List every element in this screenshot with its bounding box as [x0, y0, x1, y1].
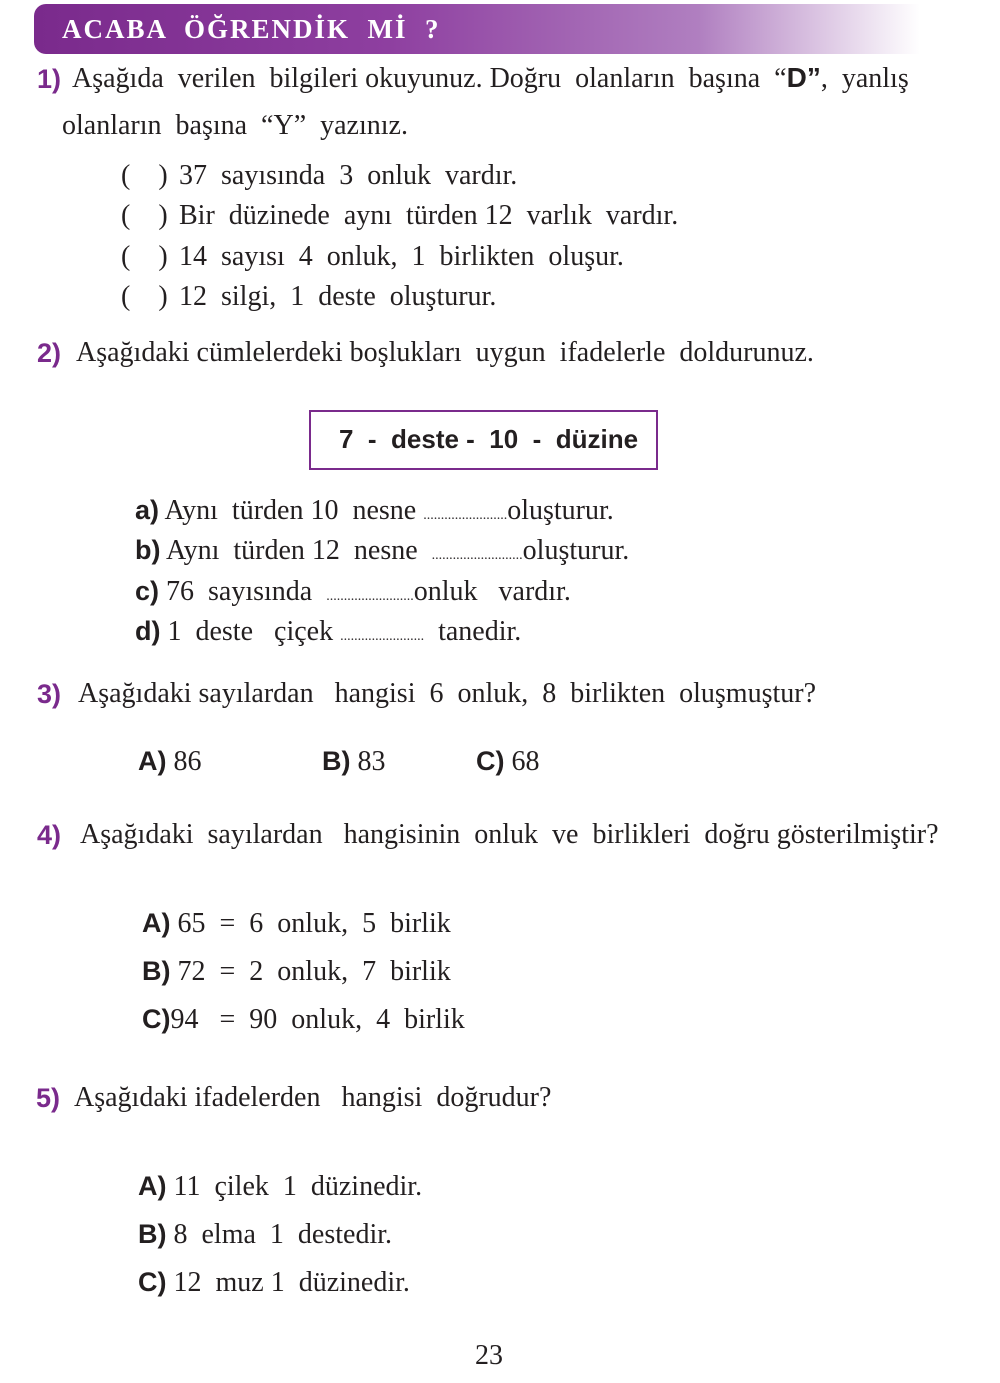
q5-option-a[interactable]: A) 11 çilek 1 düzinedir. [138, 1171, 423, 1202]
q4-option-b[interactable]: B) 72 = 2 onluk, 7 birlik [142, 956, 451, 987]
question-5-text: Aşağıdaki ifadelerden hangisi doğrudur? [74, 1082, 552, 1113]
answer-blank[interactable]: ( ) [121, 160, 168, 191]
question-4-number: 4) [37, 820, 62, 850]
q1-statement: ( ) 37 sayısında 3 onluk vardır. [121, 160, 518, 191]
q4-option-a[interactable]: A) 65 = 6 onluk, 5 birlik [142, 908, 451, 939]
fill-blank[interactable]: .......................... [431, 548, 523, 563]
q3-option-c[interactable]: C) 68 [476, 746, 540, 777]
answer-blank[interactable]: ( ) [121, 200, 168, 231]
question-1-text-line2: olanların başına “Y” yazınız. [62, 110, 408, 141]
page-title: ACABA ÖĞRENDİK Mİ ? [62, 14, 441, 44]
question-2-number: 2) [37, 338, 62, 368]
q5-option-c[interactable]: C) 12 muz 1 düzinedir. [138, 1267, 410, 1298]
q3-option-a[interactable]: A) 86 [138, 746, 202, 777]
answer-blank[interactable]: ( ) [121, 281, 168, 312]
word-bank-text: 7 - deste - 10 - düzine [339, 424, 639, 454]
fill-blank[interactable]: ........................ [423, 508, 508, 523]
q1-statement: ( ) Bir düzinede aynı türden 12 varlık vardır. [121, 200, 679, 231]
word-bank-box [309, 410, 658, 470]
question-1-number: 1) [37, 64, 62, 94]
q2-item: b) Aynı türden 12 nesne ..........................oluşturur. [135, 535, 630, 566]
q2-item: a) Aynı türden 10 nesne ........................oluşturur. [135, 495, 614, 526]
q2-item: c) 76 sayısında .........................onluk vardır. [135, 576, 571, 607]
q1-statement: ( ) 14 sayısı 4 onluk, 1 birlikten oluşur. [121, 241, 624, 272]
q5-option-b[interactable]: B) 8 elma 1 destedir. [138, 1219, 393, 1250]
fill-blank[interactable]: ........................ [340, 629, 425, 644]
q1-statement: ( ) 12 silgi, 1 deste oluşturur. [121, 281, 497, 312]
question-4-text: Aşağıdaki sayılardan hangisinin onluk ve birlikleri doğru gösterilmiştir? [80, 819, 939, 850]
q3-option-b[interactable]: B) 83 [322, 746, 386, 777]
q2-item: d) 1 deste çiçek ........................ tanedir. [135, 616, 522, 647]
fill-blank[interactable]: ......................... [326, 589, 414, 604]
question-3-number: 3) [37, 679, 62, 709]
question-5-number: 5) [36, 1083, 61, 1113]
answer-blank[interactable]: ( ) [121, 241, 168, 272]
page-number: 23 [475, 1340, 503, 1371]
question-3-text: Aşağıdaki sayılardan hangisi 6 onluk, 8 birlikten oluşmuştur? [78, 678, 817, 709]
q4-option-c[interactable]: C)94 = 90 onluk, 4 birlik [142, 1004, 465, 1035]
question-1-text-line1: Aşağıda verilen bilgileri okuyunuz. Doğru olanların başına “D”, yanlış [72, 62, 909, 94]
question-2-text: Aşağıdaki cümlelerdeki boşlukları uygun ifadelerle doldurunuz. [76, 337, 814, 368]
